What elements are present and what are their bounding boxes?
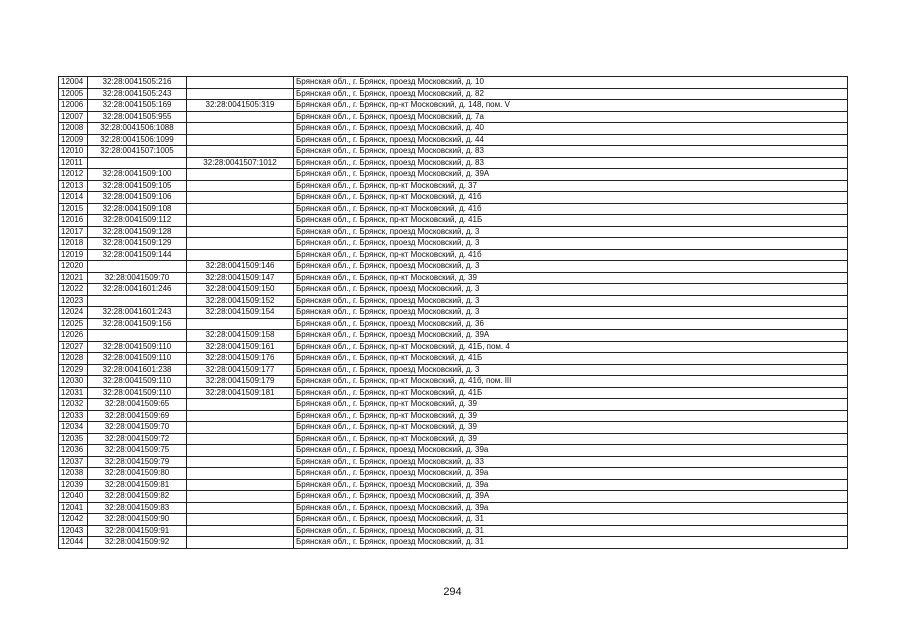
table-row [59, 272, 848, 284]
row-number: 12040 [59, 491, 88, 503]
cadastral-number-cell: 32:28:0041509:90 [88, 514, 187, 526]
table-row [59, 284, 848, 296]
table-row [59, 422, 848, 434]
related-cadastral-number-cell [187, 203, 294, 215]
related-cadastral-number-cell: 32:28:0041509:147 [187, 272, 294, 284]
related-cadastral-number-cell [187, 249, 294, 261]
related-cadastral-number-cell: 32:28:0041509:179 [187, 376, 294, 388]
table-row [59, 192, 848, 204]
table-row [59, 445, 848, 457]
related-cadastral-number-cell: 32:28:0041509:177 [187, 364, 294, 376]
related-cadastral-number-cell: 32:28:0041507:1012 [187, 157, 294, 169]
related-cadastral-number-cell [187, 180, 294, 192]
row-number: 12020 [59, 261, 88, 273]
address-cell: Брянская обл., г. Брянск, пр-кт Московский, д. 41Б [294, 353, 848, 365]
address-cell: Брянская обл., г. Брянск, пр-кт Московский, д. 39 [294, 272, 848, 284]
address-cell: Брянская обл., г. Брянск, проезд Московский, д. 3 [294, 238, 848, 250]
table-row [59, 364, 848, 376]
address-cell: Брянская обл., г. Брянск, проезд Московский, д. 39А [294, 330, 848, 342]
cadastral-number-cell: 32:28:0041509:128 [88, 226, 187, 238]
address-cell: Брянская обл., г. Брянск, проезд Московский, д. 39а [294, 479, 848, 491]
table-row [59, 537, 848, 549]
address-cell: Брянская обл., г. Брянск, проезд Московский, д. 39а [294, 502, 848, 514]
address-cell: Брянская обл., г. Брянск, проезд Московский, д. 31 [294, 537, 848, 549]
table-row [59, 238, 848, 250]
row-number: 12006 [59, 100, 88, 112]
row-number: 12023 [59, 295, 88, 307]
row-number: 12038 [59, 468, 88, 480]
cadastral-number-cell: 32:28:0041509:79 [88, 456, 187, 468]
row-number: 12005 [59, 88, 88, 100]
address-cell: Брянская обл., г. Брянск, проезд Московский, д. 44 [294, 134, 848, 146]
row-number: 12026 [59, 330, 88, 342]
table-row [59, 88, 848, 100]
related-cadastral-number-cell [187, 537, 294, 549]
cadastral-number-cell: 32:28:0041509:70 [88, 422, 187, 434]
address-cell: Брянская обл., г. Брянск, проезд Московский, д. 7а [294, 111, 848, 123]
row-number: 12041 [59, 502, 88, 514]
row-number: 12019 [59, 249, 88, 261]
row-number: 12021 [59, 272, 88, 284]
table-row [59, 134, 848, 146]
cadastral-number-cell: 32:28:0041505:216 [88, 77, 187, 89]
table-row [59, 376, 848, 388]
related-cadastral-number-cell [187, 134, 294, 146]
row-number: 12025 [59, 318, 88, 330]
address-cell: Брянская обл., г. Брянск, пр-кт Московский, д. 39 [294, 410, 848, 422]
registry-table [58, 76, 848, 549]
cadastral-number-cell: 32:28:0041509:81 [88, 479, 187, 491]
cadastral-number-cell: 32:28:0041509:100 [88, 169, 187, 181]
registry-table-body [59, 77, 848, 549]
cadastral-number-cell [88, 295, 187, 307]
table-row [59, 169, 848, 181]
row-number: 12017 [59, 226, 88, 238]
row-number: 12014 [59, 192, 88, 204]
related-cadastral-number-cell [187, 502, 294, 514]
cadastral-number-cell: 32:28:0041509:112 [88, 215, 187, 227]
address-cell: Брянская обл., г. Брянск, проезд Московский, д. 82 [294, 88, 848, 100]
row-number: 12035 [59, 433, 88, 445]
address-cell: Брянская обл., г. Брянск, проезд Московский, д. 39а [294, 445, 848, 457]
cadastral-number-cell: 32:28:0041507:1005 [88, 146, 187, 158]
row-number: 12039 [59, 479, 88, 491]
address-cell: Брянская обл., г. Брянск, пр-кт Московский, д. 41б, пом. III [294, 376, 848, 388]
cadastral-number-cell: 32:28:0041509:156 [88, 318, 187, 330]
related-cadastral-number-cell [187, 318, 294, 330]
related-cadastral-number-cell [187, 88, 294, 100]
row-number: 12016 [59, 215, 88, 227]
table-row [59, 456, 848, 468]
related-cadastral-number-cell [187, 146, 294, 158]
table-row [59, 330, 848, 342]
related-cadastral-number-cell [187, 456, 294, 468]
table-row [59, 353, 848, 365]
address-cell: Брянская обл., г. Брянск, пр-кт Московский, д. 39 [294, 433, 848, 445]
related-cadastral-number-cell: 32:28:0041509:176 [187, 353, 294, 365]
table-row [59, 514, 848, 526]
row-number: 12042 [59, 514, 88, 526]
related-cadastral-number-cell: 32:28:0041509:146 [187, 261, 294, 273]
address-cell: Брянская обл., г. Брянск, проезд Московский, д. 31 [294, 525, 848, 537]
related-cadastral-number-cell: 32:28:0041509:152 [187, 295, 294, 307]
related-cadastral-number-cell [187, 215, 294, 227]
related-cadastral-number-cell [187, 410, 294, 422]
address-cell: Брянская обл., г. Брянск, пр-кт Московский, д. 41б [294, 249, 848, 261]
cadastral-number-cell: 32:28:0041509:105 [88, 180, 187, 192]
cadastral-number-cell: 32:28:0041509:65 [88, 399, 187, 411]
row-number: 12022 [59, 284, 88, 296]
cadastral-number-cell [88, 157, 187, 169]
cadastral-number-cell: 32:28:0041509:110 [88, 376, 187, 388]
related-cadastral-number-cell [187, 123, 294, 135]
cadastral-number-cell: 32:28:0041505:169 [88, 100, 187, 112]
address-cell: Брянская обл., г. Брянск, пр-кт Московский, д. 41Б, пом. 4 [294, 341, 848, 353]
row-number: 12044 [59, 537, 88, 549]
row-number: 12030 [59, 376, 88, 388]
row-number: 12015 [59, 203, 88, 215]
cadastral-number-cell: 32:28:0041509:129 [88, 238, 187, 250]
cadastral-number-cell: 32:28:0041601:246 [88, 284, 187, 296]
table-row [59, 203, 848, 215]
table-row [59, 157, 848, 169]
related-cadastral-number-cell: 32:28:0041509:181 [187, 387, 294, 399]
table-row [59, 249, 848, 261]
table-row [59, 387, 848, 399]
row-number: 12018 [59, 238, 88, 250]
table-row [59, 215, 848, 227]
related-cadastral-number-cell [187, 226, 294, 238]
address-cell: Брянская обл., г. Брянск, пр-кт Московский, д. 37 [294, 180, 848, 192]
table-row [59, 261, 848, 273]
address-cell: Брянская обл., г. Брянск, проезд Московский, д. 39А [294, 169, 848, 181]
address-cell: Брянская обл., г. Брянск, пр-кт Московский, д. 41б [294, 203, 848, 215]
address-cell: Брянская обл., г. Брянск, пр-кт Московский, д. 41Б [294, 215, 848, 227]
address-cell: Брянская обл., г. Брянск, проезд Московский, д. 3 [294, 295, 848, 307]
address-cell: Брянская обл., г. Брянск, проезд Московский, д. 40 [294, 123, 848, 135]
related-cadastral-number-cell [187, 468, 294, 480]
table-row [59, 226, 848, 238]
table-row [59, 410, 848, 422]
cadastral-number-cell: 32:28:0041509:70 [88, 272, 187, 284]
table-row [59, 479, 848, 491]
related-cadastral-number-cell [187, 445, 294, 457]
cadastral-number-cell: 32:28:0041509:108 [88, 203, 187, 215]
row-number: 12043 [59, 525, 88, 537]
table-row [59, 77, 848, 89]
related-cadastral-number-cell [187, 399, 294, 411]
cadastral-number-cell: 32:28:0041601:243 [88, 307, 187, 319]
row-number: 12011 [59, 157, 88, 169]
related-cadastral-number-cell [187, 479, 294, 491]
row-number: 12028 [59, 353, 88, 365]
related-cadastral-number-cell: 32:28:0041509:154 [187, 307, 294, 319]
table-row [59, 318, 848, 330]
address-cell: Брянская обл., г. Брянск, проезд Московский, д. 31 [294, 514, 848, 526]
row-number: 12031 [59, 387, 88, 399]
related-cadastral-number-cell [187, 169, 294, 181]
related-cadastral-number-cell [187, 433, 294, 445]
cadastral-number-cell: 32:28:0041509:82 [88, 491, 187, 503]
related-cadastral-number-cell [187, 491, 294, 503]
row-number: 12036 [59, 445, 88, 457]
row-number: 12008 [59, 123, 88, 135]
address-cell: Брянская обл., г. Брянск, проезд Московский, д. 3 [294, 226, 848, 238]
related-cadastral-number-cell [187, 514, 294, 526]
cadastral-number-cell: 32:28:0041509:92 [88, 537, 187, 549]
related-cadastral-number-cell [187, 77, 294, 89]
table-row [59, 433, 848, 445]
cadastral-number-cell: 32:28:0041509:69 [88, 410, 187, 422]
table-row [59, 468, 848, 480]
related-cadastral-number-cell [187, 111, 294, 123]
table-row [59, 525, 848, 537]
page-number: 294 [443, 586, 462, 598]
cadastral-number-cell: 32:28:0041509:83 [88, 502, 187, 514]
table-row [59, 491, 848, 503]
related-cadastral-number-cell [187, 192, 294, 204]
cadastral-number-cell: 32:28:0041509:110 [88, 353, 187, 365]
related-cadastral-number-cell: 32:28:0041509:161 [187, 341, 294, 353]
address-cell: Брянская обл., г. Брянск, проезд Московский, д. 3 [294, 284, 848, 296]
address-cell: Брянская обл., г. Брянск, проезд Московский, д. 36 [294, 318, 848, 330]
row-number: 12013 [59, 180, 88, 192]
cadastral-number-cell: 32:28:0041509:72 [88, 433, 187, 445]
address-cell: Брянская обл., г. Брянск, пр-кт Московский, д. 148, пом. V [294, 100, 848, 112]
table-row [59, 146, 848, 158]
cadastral-number-cell [88, 330, 187, 342]
row-number: 12024 [59, 307, 88, 319]
cadastral-number-cell: 32:28:0041509:110 [88, 341, 187, 353]
address-cell: Брянская обл., г. Брянск, проезд Московский, д. 3 [294, 261, 848, 273]
row-number: 12012 [59, 169, 88, 181]
table-row [59, 100, 848, 112]
related-cadastral-number-cell [187, 525, 294, 537]
row-number: 12004 [59, 77, 88, 89]
cadastral-number-cell [88, 261, 187, 273]
row-number: 12037 [59, 456, 88, 468]
row-number: 12032 [59, 399, 88, 411]
table-row [59, 399, 848, 411]
address-cell: Брянская обл., г. Брянск, проезд Московский, д. 10 [294, 77, 848, 89]
row-number: 12029 [59, 364, 88, 376]
address-cell: Брянская обл., г. Брянск, пр-кт Московский, д. 39 [294, 399, 848, 411]
table-row [59, 307, 848, 319]
table-row [59, 341, 848, 353]
cadastral-number-cell: 32:28:0041509:144 [88, 249, 187, 261]
table-row [59, 123, 848, 135]
address-cell: Брянская обл., г. Брянск, пр-кт Московский, д. 41б [294, 192, 848, 204]
address-cell: Брянская обл., г. Брянск, проезд Московский, д. 3 [294, 307, 848, 319]
cadastral-number-cell: 32:28:0041505:243 [88, 88, 187, 100]
address-cell: Брянская обл., г. Брянск, пр-кт Московский, д. 41Б [294, 387, 848, 399]
cadastral-number-cell: 32:28:0041509:91 [88, 525, 187, 537]
row-number: 12009 [59, 134, 88, 146]
cadastral-number-cell: 32:28:0041509:75 [88, 445, 187, 457]
address-cell: Брянская обл., г. Брянск, проезд Московский, д. 33 [294, 456, 848, 468]
address-cell: Брянская обл., г. Брянск, проезд Московский, д. 3 [294, 364, 848, 376]
cadastral-number-cell: 32:28:0041506:1099 [88, 134, 187, 146]
row-number: 12034 [59, 422, 88, 434]
address-cell: Брянская обл., г. Брянск, проезд Московский, д. 83 [294, 146, 848, 158]
row-number: 12007 [59, 111, 88, 123]
row-number: 12027 [59, 341, 88, 353]
related-cadastral-number-cell: 32:28:0041509:150 [187, 284, 294, 296]
cadastral-number-cell: 32:28:0041506:1088 [88, 123, 187, 135]
cadastral-number-cell: 32:28:0041509:110 [88, 387, 187, 399]
related-cadastral-number-cell [187, 238, 294, 250]
table-row [59, 295, 848, 307]
address-cell: Брянская обл., г. Брянск, проезд Московский, д. 83 [294, 157, 848, 169]
cadastral-number-cell: 32:28:0041509:106 [88, 192, 187, 204]
row-number: 12033 [59, 410, 88, 422]
address-cell: Брянская обл., г. Брянск, пр-кт Московский, д. 39 [294, 422, 848, 434]
cadastral-number-cell: 32:28:0041509:80 [88, 468, 187, 480]
related-cadastral-number-cell: 32:28:0041509:158 [187, 330, 294, 342]
cadastral-number-cell: 32:28:0041601:238 [88, 364, 187, 376]
table-row [59, 111, 848, 123]
related-cadastral-number-cell: 32:28:0041505:319 [187, 100, 294, 112]
address-cell: Брянская обл., г. Брянск, проезд Московский, д. 39а [294, 468, 848, 480]
related-cadastral-number-cell [187, 422, 294, 434]
row-number: 12010 [59, 146, 88, 158]
table-row [59, 502, 848, 514]
table-row [59, 180, 848, 192]
cadastral-number-cell: 32:28:0041505:955 [88, 111, 187, 123]
address-cell: Брянская обл., г. Брянск, проезд Московский, д. 39А [294, 491, 848, 503]
